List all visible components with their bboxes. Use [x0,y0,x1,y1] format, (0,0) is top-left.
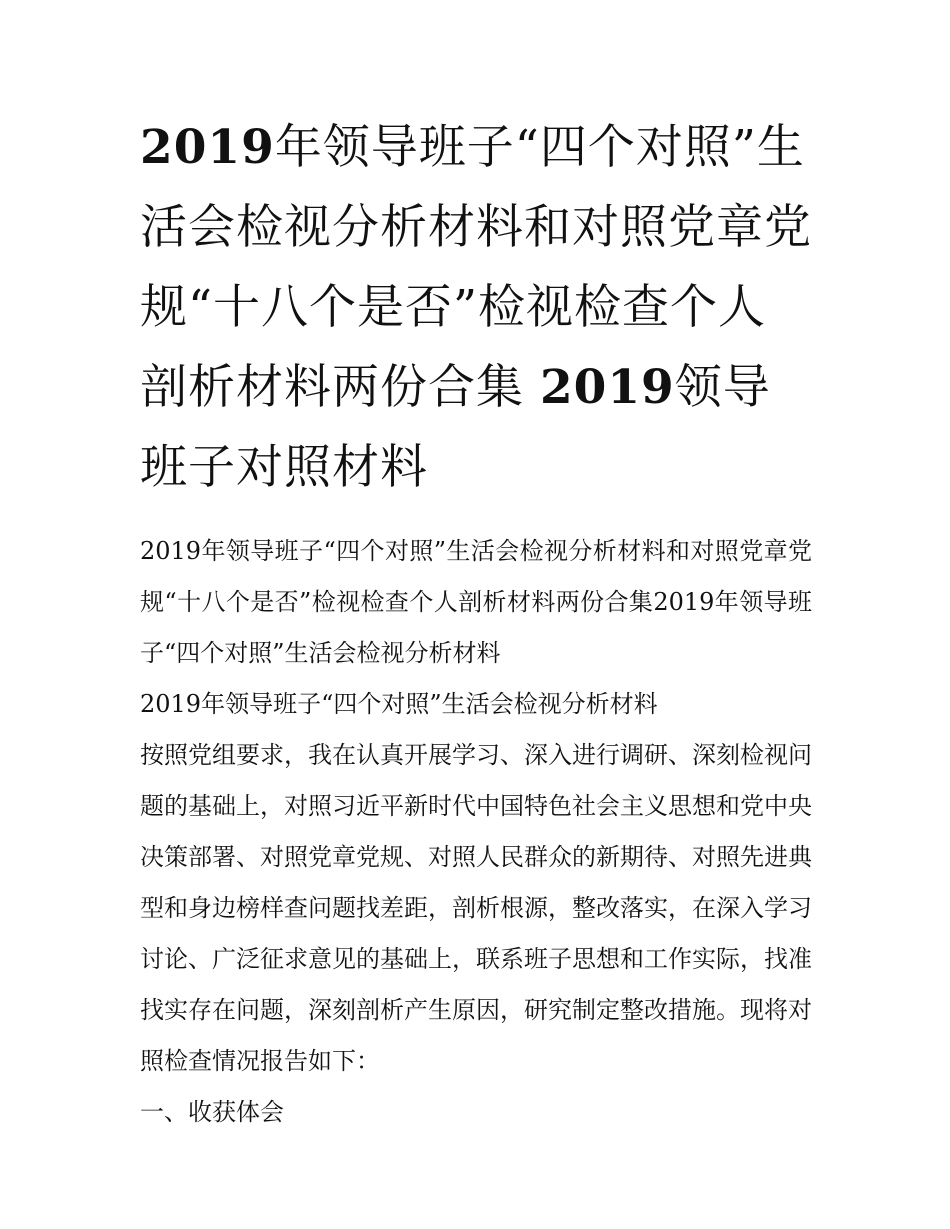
title-year-2: 2019 [539,360,675,415]
document-content [140,108,812,1138]
title-year-1: 2019 [140,120,275,175]
title-text-2: 领导班子对照材料 [140,360,771,495]
title-text-1: 年领导班子“四个对照”生活会检视分析材料和对照党章党规“十八个是否”检视检查个人剖析材料两份合集 [140,120,812,415]
section-heading: 2019年领导班子“四个对照”生活会检视分析材料 [140,690,658,718]
document-body [140,526,812,1138]
intro-paragraph: 2019年领导班子“四个对照”生活会检视分析材料和对照党章党规“十八个是否”检视检查个人剖析材料两份合集2019年领导班子“四个对照”生活会检视分析材料 [140,537,812,667]
body-paragraph: 按照党组要求，我在认真开展学习、深入进行调研、深刻检视问题的基础上，对照习近平新时代中国特色社会主义思想和党中央决策部署、对照党章党规、对照人民群众的新期待、对照先进典型和身边榜样查问题找差距，剖析根源，整改落实，在深入学习讨论、广泛征求意见的基础上，联系班子思想和工作实际，找准找实存在问题，深刻剖析产生原因，研究制定整改措施。现将对照检查情况报告如下： [140,741,812,1075]
document-title [140,108,812,508]
subsection-heading: 一、收获体会 [140,1098,284,1126]
